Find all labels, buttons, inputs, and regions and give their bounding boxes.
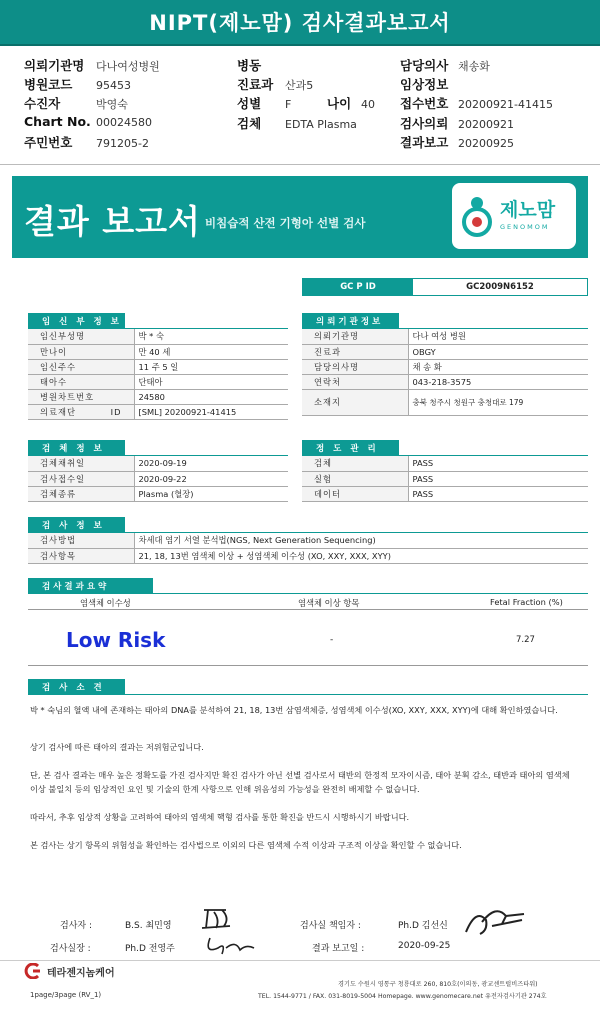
footer-contact: TEL. 1544-9771 / FAX. 031-8019-5004 Homepage. www.genomecare.net 유전자검사기관 274호 <box>258 993 547 1000</box>
row-value: 충북 청주시 청원구 충청대로 179 <box>408 389 588 415</box>
opinion-title: 검 사 소 견 <box>28 679 125 694</box>
row-value: 043-218-3575 <box>408 374 588 389</box>
table-row <box>302 344 588 359</box>
logo-subtext: GENOMOM <box>500 223 550 231</box>
summary-title: 검사결과요약 <box>28 578 153 593</box>
dept-row: 진료과 산과5 <box>237 77 314 92</box>
row-value: 11 주 5 일 <box>134 359 288 374</box>
requester-info-table <box>302 329 588 416</box>
opinion-paragraph: 단, 본 검사 결과는 매우 높은 정확도를 가진 검사지만 확진 검사가 아닌 선별 검사로서 태반의 한정적 모자이시즘, 태아 분획 감소, 태반과 태아의 염색체 이상 불일치 등의 임상적인 요인 및 기술의 한계 사항으로 인해 위음성의 가능성을 완전히 배제할 수 없습니다. <box>30 770 570 794</box>
table-row <box>28 374 288 389</box>
banner-title: 결과 보고서 <box>24 202 201 241</box>
row-value: 만 40 세 <box>134 344 288 359</box>
row-key: 검사접수일 <box>28 471 134 486</box>
opinion-paragraph: 박 * 숙님의 혈액 내에 존재하는 태아의 DNA를 분석하여 21, 18, 13번 삼염색체증, 성염색체 이수성(XO, XXY, XXX, XYY)에 대해 확인하였습니다. <box>30 705 558 715</box>
row-value: 2020-09-19 <box>134 456 288 471</box>
company-logo-icon <box>24 963 44 979</box>
chief-name: Ph.D 전영주 <box>125 944 175 954</box>
receiver-row: 수진자 박영숙 <box>24 96 128 111</box>
opinion-line <box>28 694 588 695</box>
table-row <box>28 329 288 344</box>
row-value: 단태아 <box>134 374 288 389</box>
table-row <box>302 471 588 486</box>
row-value: PASS <box>408 471 588 486</box>
row-key: 진료과 <box>302 344 408 359</box>
result-low-risk: Low Risk <box>66 628 166 652</box>
report-title-bar <box>0 0 600 46</box>
row-value: 다나 여성 병원 <box>408 329 588 344</box>
qc-info-title: 정 도 관 리 <box>302 440 399 455</box>
opinion-paragraph: 따라서, 추후 임상적 상황을 고려하여 태아의 염색체 핵형 검사를 통한 확진을 반드시 시행하시기 바랍니다. <box>30 812 410 822</box>
table-row <box>28 548 588 563</box>
doctor-row: 담당의사 채송화 <box>400 58 490 73</box>
table-row <box>302 329 588 344</box>
logo-text: 제노맘 <box>500 199 556 221</box>
row-key: 임신부성명 <box>28 329 134 344</box>
row-key: 의뢰기관명 <box>302 329 408 344</box>
specimen-info-title: 검 체 정 보 <box>28 440 125 455</box>
row-value: [SML] 20200921-41415 <box>134 404 288 419</box>
reception-no-row: 접수번호 20200921-41415 <box>400 96 553 111</box>
table-row <box>28 404 288 419</box>
report-date-row: 결과보고 20200925 <box>400 135 514 150</box>
report-date-value: 2020-09-25 <box>398 941 451 951</box>
table-row <box>302 374 588 389</box>
tester-name: B.S. 최민영 <box>125 921 172 931</box>
summary-col-aneuploidy: 염색체 이수성 <box>80 598 131 608</box>
summary-bottom-line <box>28 665 588 666</box>
table-row <box>28 344 288 359</box>
patient-header <box>0 46 600 166</box>
company-logo <box>24 963 115 979</box>
tester-signature <box>196 904 258 958</box>
pregnant-info-table <box>28 329 288 420</box>
table-row <box>28 359 288 374</box>
table-row <box>302 486 588 501</box>
test-info-title: 검 사 정 보 <box>28 517 125 532</box>
row-value: 2020-09-22 <box>134 471 288 486</box>
row-value: 박 * 숙 <box>134 329 288 344</box>
table-row <box>302 359 588 374</box>
table-row <box>28 486 288 501</box>
row-key: 임신주수 <box>28 359 134 374</box>
summary-header <box>28 594 588 610</box>
report-title: NIPT(제노맘) 검사결과보고서 <box>149 11 451 35</box>
opinion-paragraph: 본 검사는 상기 항목의 위험성을 확인하는 검사법으로 이외의 다른 염색체 수적 이상과 구조적 이상을 확인할 수 없습니다. <box>30 840 462 850</box>
chart-no-row: Chart No. 00024580 <box>24 114 152 129</box>
row-key: 실험 <box>302 471 408 486</box>
row-value: 차세대 염기 서열 분석법(NGS, Next Generation Sequencing) <box>134 533 588 548</box>
row-value: 21, 18, 13번 염색체 이상 + 성염색체 이수성 (XO, XXY, XXX, XYY) <box>134 548 588 563</box>
row-value: OBGY <box>408 344 588 359</box>
summary-col-abnormal: 염색체 이상 항목 <box>298 598 360 608</box>
row-value: PASS <box>408 456 588 471</box>
row-key: 병원차트번호 <box>28 389 134 404</box>
hospital-code-row: 병원코드 95453 <box>24 77 131 92</box>
table-row <box>28 456 288 471</box>
result-abnormal-value: - <box>330 635 334 645</box>
row-value: Plasma (혈장) <box>134 486 288 501</box>
table-row <box>28 533 588 548</box>
gcpid-value: GC2009N6152 <box>466 282 534 292</box>
row-value: 24580 <box>134 389 288 404</box>
row-key: 의료재단 ID <box>28 404 134 419</box>
row-key: 검체채취일 <box>28 456 134 471</box>
result-fetal-fraction-value: 7.27 <box>516 635 535 645</box>
row-key: 연락처 <box>302 374 408 389</box>
summary-col-fetal-fraction: Fetal Fraction (%) <box>490 597 563 607</box>
director-signature <box>462 900 528 940</box>
institution-row: 의뢰기관명 다나여성병원 <box>24 58 160 73</box>
ward-row: 병동 <box>237 58 262 73</box>
row-key: 검사항목 <box>28 548 134 563</box>
director-name: Ph.D 김선신 <box>398 921 448 931</box>
row-value: PASS <box>408 486 588 501</box>
request-date-row: 검사의뢰 20200921 <box>400 116 514 131</box>
gcpid-box <box>302 278 588 296</box>
row-key: 데이터 <box>302 486 408 501</box>
row-key: 소재지 <box>302 389 408 415</box>
row-key: 담당의사명 <box>302 359 408 374</box>
banner-subtitle: 비침습적 산전 기형아 선별 검사 <box>205 216 366 230</box>
resident-no-row: 주민번호 791205-2 <box>24 135 149 150</box>
opinion-paragraph: 상기 검사에 따른 태아의 결과는 저위험군입니다. <box>30 742 204 752</box>
genomom-logo-icon <box>460 195 494 237</box>
tester-label: 검사자 : <box>60 921 92 931</box>
pregnant-info-title: 임 신 부 정 보 <box>28 313 125 328</box>
header-divider <box>0 164 600 165</box>
specimen-row: 검체 EDTA Plasma <box>237 116 357 131</box>
page-number: 1page/3page (RV_1) <box>30 991 102 999</box>
chief-label: 검사실장 : <box>50 944 91 954</box>
row-key: 만나이 <box>28 344 134 359</box>
genomom-logo <box>452 183 576 249</box>
table-row <box>28 389 288 404</box>
row-key: 검체종류 <box>28 486 134 501</box>
sex-age-row: 성별 F 나이 40 <box>237 96 375 111</box>
row-value: 채 송 화 <box>408 359 588 374</box>
gcpid-label: GC P ID <box>303 279 413 295</box>
requester-info-title: 의뢰기관정보 <box>302 313 399 328</box>
row-key: 검체 <box>302 456 408 471</box>
director-label: 검사실 책임자 : <box>300 921 361 931</box>
test-info-table <box>28 533 588 564</box>
table-row <box>302 456 588 471</box>
row-key: 태아수 <box>28 374 134 389</box>
table-row <box>302 389 588 415</box>
qc-info-table <box>302 456 588 502</box>
row-key: 검사방법 <box>28 533 134 548</box>
table-row <box>28 471 288 486</box>
report-date-label: 결과 보고일 : <box>312 944 365 954</box>
company-name: 테라젠지놈케어 <box>47 967 115 979</box>
footer-address: 경기도 수원시 영통구 청룡대로 260, 810호(이의동, 광교센트럴비즈타워) <box>338 981 538 988</box>
clinical-row: 임상정보 <box>400 77 449 92</box>
specimen-info-table <box>28 456 288 502</box>
footer-divider <box>0 960 600 961</box>
